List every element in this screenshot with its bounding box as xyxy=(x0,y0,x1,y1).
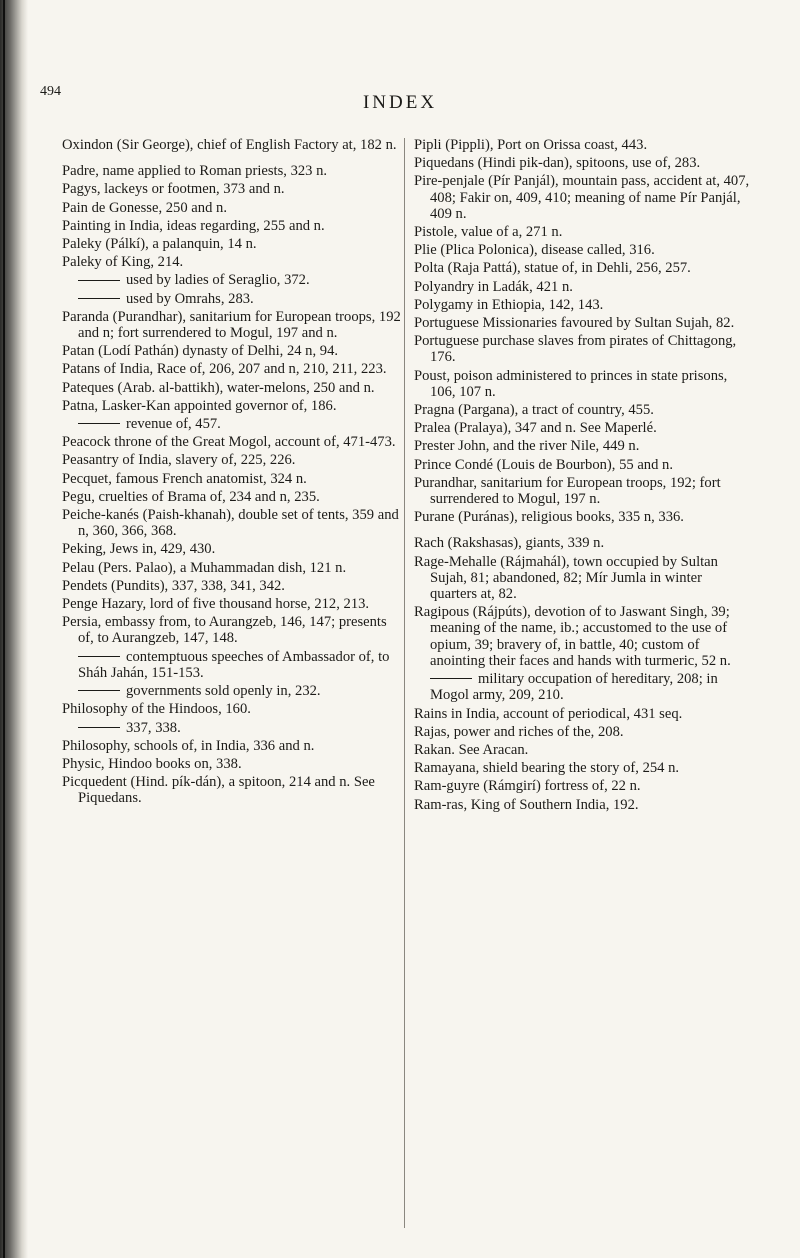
subentry-text: 337, 338. xyxy=(126,719,181,736)
column-divider xyxy=(404,138,405,1228)
subentry-text: revenue of, 457. xyxy=(126,416,221,433)
index-entry: Patan (Lodí Pathán) dynasty of Delhi, 24 n, 94. xyxy=(62,343,339,360)
index-entry: Philosophy, schools of, in India, 336 and n. xyxy=(62,737,315,754)
index-entry: Pire-penjale (Pír Panjál), mountain pass, accident at, 407, 408; Fakir on, 409, 410; meaning of name Pír Panjál, 409 n. xyxy=(414,173,750,222)
page-number: 494 xyxy=(40,84,61,99)
index-entry: Pendets (Pundits), 337, 338, 341, 342. xyxy=(62,577,285,594)
index-subentry xyxy=(414,671,752,703)
book-spine xyxy=(0,0,28,1258)
index-entry: Portuguese Missionaries favoured by Sultan Sujah, 82. xyxy=(414,315,735,332)
index-entry: Padre, name applied to Roman priests, 323 n. xyxy=(62,163,328,180)
ditto-dash xyxy=(78,727,120,728)
index-entry: Pipli (Pippli), Port on Orissa coast, 443. xyxy=(414,137,648,153)
index-entry: Peacock throne of the Great Mogol, account of, 471-473. xyxy=(62,434,396,451)
index-entry: Oxindon (Sir George), chief of English Factory at, 182 n. xyxy=(62,137,397,153)
index-entry: Purandhar, sanitarium for European troops, 192; fort surrendered to Mogul, 197 n. xyxy=(414,474,721,508)
index-subentry xyxy=(62,416,402,432)
subentry-text: used by ladies of Seraglio, 372. xyxy=(126,272,310,289)
index-subentry xyxy=(62,272,402,288)
index-entry: Physic, Hindoo books on, 338. xyxy=(62,755,242,772)
index-entry: Pagys, lackeys or footmen, 373 and n. xyxy=(62,181,285,198)
subentry-text: used by Omrahs, 283. xyxy=(126,290,254,307)
ditto-dash xyxy=(78,298,120,299)
index-entry: Peking, Jews in, 429, 430. xyxy=(62,541,216,558)
index-entry: Penge Hazary, lord of five thousand horse, 212, 213. xyxy=(62,596,370,613)
index-entry: Patna, Lasker-Kan appointed governor of, 186. xyxy=(62,397,337,414)
index-entry: Peasantry of India, slavery of, 225, 226. xyxy=(62,452,296,469)
index-subentry xyxy=(62,649,402,681)
subentry-text: military occupation of hereditary, 208; in Mogol army, 209, 210. xyxy=(430,671,718,704)
index-entry: Pegu, cruelties of Brama of, 234 and n, 235. xyxy=(62,488,320,505)
ditto-dash xyxy=(430,678,472,679)
index-entry: Ramayana, shield bearing the story of, 254 n. xyxy=(414,760,680,777)
index-subentry xyxy=(62,683,402,699)
index-entry: Ram-ras, King of Southern India, 192. xyxy=(414,796,639,813)
index-entry: Ragipous (Rájpúts), devotion of to Jaswant Singh, 39; meaning of the name, ib.; accustomed to the use of opium, 39; bravery of, in battle, 40; custom of anointing their faces and hands with turmeric, 52 n. xyxy=(414,604,731,669)
ditto-dash xyxy=(78,423,120,424)
index-entry: Piquedans (Hindi pik-dan), spitoons, use of, 283. xyxy=(414,155,701,172)
index-entry: Rajas, power and riches of the, 208. xyxy=(414,723,624,740)
index-entry: Polygamy in Ethiopia, 142, 143. xyxy=(414,296,604,313)
index-entry: Rach (Rakshasas), giants, 339 n. xyxy=(414,535,605,552)
index-entry: Philosophy of the Hindoos, 160. xyxy=(62,701,251,718)
index-entry: Polta (Raja Pattá), statue of, in Dehli, 256, 257. xyxy=(414,260,691,277)
index-entry: Picquedent (Hind. pík-dán), a spitoon, 214 and n. See Piquedans. xyxy=(62,774,375,807)
index-entry: Poust, poison administered to princes in state prisons, 106, 107 n. xyxy=(414,367,728,400)
index-entry: Rage-Mehalle (Rájmahál), town occupied by Sultan Sujah, 81; abandoned, 82; Mír Jumla in winter quarters at, 82. xyxy=(414,553,718,603)
ditto-dash xyxy=(78,280,120,281)
index-entry: Pateques (Arab. al-battikh), water-melons, 250 and n. xyxy=(62,379,375,396)
index-entry: Pistole, value of a, 271 n. xyxy=(414,224,563,241)
index-subentry xyxy=(62,720,402,736)
index-entry: Patans of India, Race of, 206, 207 and n, 210, 211, 223. xyxy=(62,361,387,378)
index-entry: Plie (Plica Polonica), disease called, 316. xyxy=(414,242,655,259)
index-entry: Peiche-kanés (Paish-khanah), double set of tents, 359 and n, 360, 366, 368. xyxy=(62,507,399,540)
index-column-left xyxy=(62,137,402,809)
page-title: INDEX xyxy=(362,92,438,113)
index-entry: Persia, embassy from, to Aurangzeb, 146, 147; presents of, to Aurangzeb, 147, 148. xyxy=(62,614,387,647)
index-subentry xyxy=(62,291,402,307)
index-entry: Rains in India, account of periodical, 431 seq. xyxy=(414,705,683,722)
ditto-dash xyxy=(78,690,120,691)
index-entry: Pelau (Pers. Palao), a Muhammadan dish, 121 n. xyxy=(62,559,347,576)
index-entry: Polyandry in Ladák, 421 n. xyxy=(414,278,573,295)
index-entry: Prester John, and the river Nile, 449 n. xyxy=(414,438,640,455)
index-entry: Purane (Puránas), religious books, 335 n, 336. xyxy=(414,509,684,526)
subentry-text: contemptuous speeches of Ambassador of, to Sháh Jahán, 151-153. xyxy=(78,648,390,681)
index-entry: Rakan. See Aracan. xyxy=(414,741,529,758)
index-entry: Prince Condé (Louis de Bourbon), 55 and n. xyxy=(414,456,673,473)
index-entry: Pain de Gonesse, 250 and n. xyxy=(62,199,227,216)
index-entry: Pralea (Pralaya), 347 and n. See Maperlé. xyxy=(414,420,657,437)
subentry-text: governments sold openly in, 232. xyxy=(126,683,321,700)
index-entry: Portuguese purchase slaves from pirates of Chittagong, 176. xyxy=(414,333,737,366)
index-entry: Pragna (Pargana), a tract of country, 455. xyxy=(414,402,654,419)
index-entry: Painting in India, ideas regarding, 255 and n. xyxy=(62,217,325,234)
spine-edge xyxy=(3,0,5,1258)
index-entry: Paleky (Pálkí), a palanquin, 14 n. xyxy=(62,236,257,253)
index-entry: Ram-guyre (Rámgirí) fortress of, 22 n. xyxy=(414,778,641,795)
index-entry: Paranda (Purandhar), sanitarium for European troops, 192 and n; fort surrendered to Mogul, 197 and n. xyxy=(62,308,401,342)
index-entry: Paleky of King, 214. xyxy=(62,254,184,271)
index-column-right xyxy=(414,137,752,815)
index-entry: Pecquet, famous French anatomist, 324 n. xyxy=(62,470,307,487)
ditto-dash xyxy=(78,656,120,657)
